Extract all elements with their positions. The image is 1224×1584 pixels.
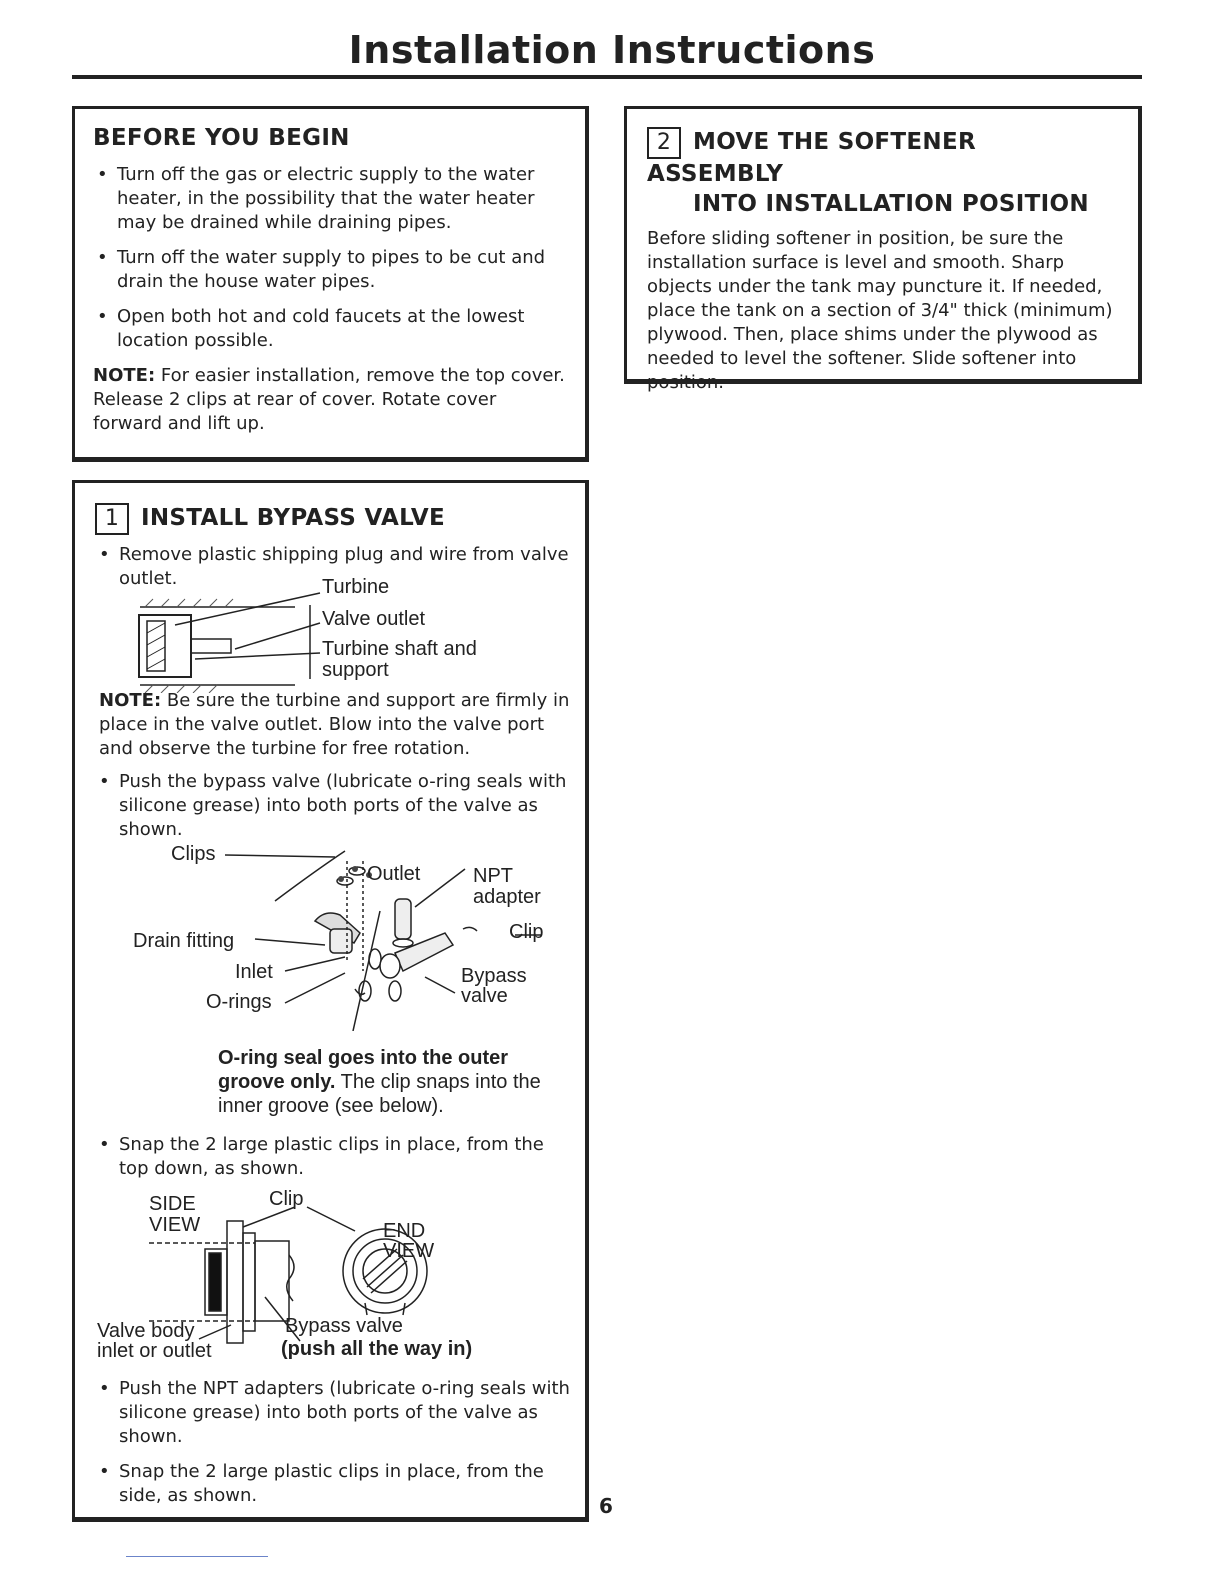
step-2-number: 2 — [647, 127, 681, 159]
step-2-heading-line2: INTO INSTALLATION POSITION — [693, 191, 1089, 217]
step-1-list-4 — [95, 1377, 577, 1519]
list-item: • Push the NPT adapters (lubricate o-ring seals with silicone grease) into both ports of the valve as shown. — [95, 1377, 577, 1449]
step-1-heading — [95, 503, 445, 535]
valve-outlet-label: Valve outlet — [322, 608, 426, 630]
o-ring-caption — [218, 1046, 558, 1118]
step-1-note — [99, 689, 579, 761]
step-2-body: Before sliding softener in position, be sure the installation surface is level and smooth. Sharp objects under the tank may puncture it. If needed, place the tank on a section of 3/4" thick (minimum) plywood. Then, place shims under the plywood as needed to level the softener. Slide softener into position. — [647, 228, 1113, 393]
o-ring-caption-bold: O-ring seal goes into the outer groove only. — [218, 1047, 509, 1093]
turbine-leader-lines — [155, 583, 325, 683]
step-2-heading-line1: MOVE THE SOFTENER ASSEMBLY — [647, 129, 976, 187]
bypass-label-line2: valve — [461, 985, 508, 1007]
side-view-label-line2: VIEW — [149, 1214, 201, 1236]
turbine-label: Turbine — [322, 576, 390, 598]
drain-fitting-label: Drain fitting — [133, 930, 235, 952]
note-text: For easier installation, remove the top cover. Release 2 clips at rear of cover. Rotate cover forward and lift up. — [93, 365, 565, 434]
end-view-label-line1: END — [383, 1220, 426, 1242]
end-view-label-line2: VIEW — [383, 1240, 435, 1262]
valve-body-label-line2: inlet or outlet — [97, 1340, 212, 1362]
before-you-begin-list — [93, 163, 565, 353]
list-item: • Turn off the water supply to pipes to be cut and drain the house water pipes. — [93, 246, 565, 294]
list-item: • Remove plastic shipping plug and wire from valve outlet. — [95, 543, 577, 591]
inlet-label: Inlet — [235, 961, 273, 983]
turbine-shaft-label: Turbine shaft and — [322, 638, 477, 660]
o-ring-caption-rest: The clip snaps into the inner groove (see below). — [218, 1071, 541, 1117]
before-you-begin-box — [72, 106, 589, 462]
note-label: NOTE: — [99, 690, 162, 711]
list-item: • Push the bypass valve (lubricate o-ring seals with silicone grease) into both ports of the valve as shown. — [95, 770, 577, 842]
clip-view-clip-label: Clip — [269, 1188, 304, 1210]
page-title: Installation Instructions — [348, 28, 876, 72]
clip-label: Clip — [509, 921, 544, 943]
npt-label-line2: adapter — [473, 886, 541, 908]
outlet-label: Outlet — [367, 863, 421, 885]
note-label: NOTE: — [93, 365, 156, 386]
step-2-heading — [647, 127, 1120, 219]
list-item: • Snap the 2 large plastic clips in place, from the top down, as shown. — [95, 1133, 577, 1181]
footer-rule — [126, 1556, 268, 1557]
step-1-heading-text: INSTALL BYPASS VALVE — [141, 505, 446, 531]
note-text: Be sure the turbine and support are firmly in place in the valve outlet. Blow into the valve port and observe the turbine for free rotation. — [99, 690, 570, 759]
title-divider — [72, 75, 1142, 79]
push-all-the-way-label: (push all the way in) — [281, 1338, 473, 1360]
valve-body-label-line1: Valve body — [97, 1320, 195, 1342]
before-you-begin-note — [93, 364, 565, 436]
list-item: • Snap the 2 large plastic clips in place, from the side, as shown. — [95, 1460, 577, 1508]
step-2-box — [624, 106, 1142, 393]
npt-label-line1: NPT — [473, 865, 513, 887]
step-1-box — [72, 480, 589, 1522]
before-you-begin-heading: BEFORE YOU BEGIN — [93, 125, 350, 151]
page-number: 6 — [599, 1494, 613, 1518]
step-1-list-3 — [95, 1133, 577, 1192]
turbine-support-label: support — [322, 659, 389, 681]
side-view-label-line1: SIDE — [149, 1193, 196, 1215]
clip-bypass-valve-label: Bypass valve — [285, 1315, 403, 1337]
clips-label: Clips — [171, 843, 216, 865]
list-item: • Open both hot and cold faucets at the lowest location possible. — [93, 305, 565, 353]
step-1-number: 1 — [95, 503, 129, 535]
bypass-label-line1: Bypass — [461, 965, 527, 987]
o-rings-label: O-rings — [206, 991, 272, 1013]
list-item: • Turn off the gas or electric supply to the water heater, in the possibility that the water heater may be drained while draining pipes. — [93, 163, 565, 235]
